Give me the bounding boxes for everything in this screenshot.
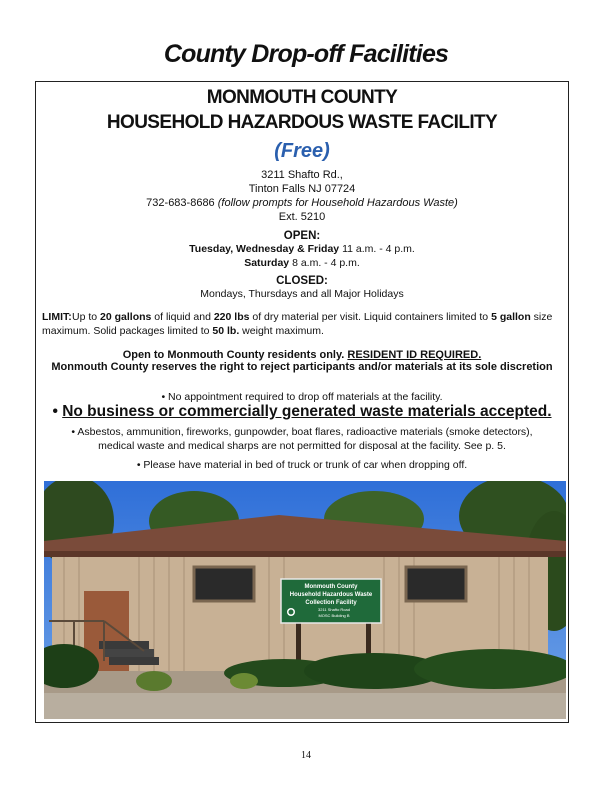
bullet-prohibited-line-1: • Asbestos, ammunition, fireworks, gunpowder, boat flares, radioactive materials (smoke detectors), [71,426,533,438]
sign-line-2: Household Hazardous Waste [289,592,373,598]
facility-photo-image [44,481,566,719]
bullet-prohibited-line-2: medical waste and medical sharps are not permitted for disposal at the facility. See p. 5. [98,440,506,452]
limit-text: Up to [72,311,101,323]
limit-paragraph [42,310,562,338]
open-weekday-hours: 11 a.m. - 4 p.m. [342,243,415,255]
open-weekday-line [35,242,569,256]
phone-note: (follow prompts for Household Hazardous Waste) [217,197,458,209]
sign-line-4: 3211 Shafto Road [318,607,350,612]
sign-line-5: MOSC Building B [318,613,350,618]
residents-notice [35,349,569,373]
bullet-dot: • [52,403,63,420]
open-saturday-hours: 8 a.m. - 4 p.m. [292,257,360,269]
closed-text: Mondays, Thursdays and all Major Holidays [200,288,404,300]
limit-label: LIMIT: [42,311,72,323]
limit-text: of dry material per visit. Liquid containers limited to [249,311,492,323]
residents-line-2: Monmouth County reserves the right to reject participants and/or materials at its sole discretion [51,361,553,373]
limit-package: 50 lb. [212,325,240,337]
page-number: 14 [301,750,311,761]
bullet-prohibited [35,425,569,453]
address-city: Tinton Falls NJ 07724 [248,183,356,195]
limit-text: weight maximum. [239,325,324,337]
residents-only-text: Open to Monmouth County residents only. [122,349,348,361]
open-hours [35,230,569,270]
limit-liquid: 20 gallons [100,311,152,323]
page-title: County Drop-off Facilities [163,40,449,68]
heading-county: MONMOUTH COUNTY [206,87,398,108]
limit-container: 5 gallon [491,311,531,323]
limit-text: size maximum. Solid packages limited to [42,311,553,337]
address-street: 3211 Shafto Rd., [261,169,343,181]
free-label: (Free) [274,140,330,162]
resident-id-required: RESIDENT ID REQUIRED. [347,349,482,361]
open-label: OPEN: [283,230,321,242]
sign-line-1: Monmouth County [304,584,358,590]
sign-line-3: Collection Facility [305,600,357,606]
open-saturday: Saturday [244,257,290,269]
bullet-truck: • Please have material in bed of truck or trunk of car when dropping off. [136,459,468,471]
facility-photo [44,481,566,719]
closed-label: CLOSED: [276,275,328,287]
residents-line-1 [35,349,569,361]
heading-facility: HOUSEHOLD HAZARDOUS WASTE FACILITY [106,112,498,133]
open-saturday-line [35,256,569,270]
limit-dry: 220 lbs [213,311,250,323]
phone-number: 732-683-8686 [146,197,215,209]
limit-text: of liquid and [151,311,214,323]
bullet-no-appointment: • No appointment required to drop off materials at the facility. [161,391,443,403]
closed-days [35,275,569,301]
open-weekdays: Tuesday, Wednesday & Friday [189,243,340,255]
phone-extension: Ext. 5210 [278,211,326,223]
address-block [35,168,569,224]
bullet-no-business-text: No business or commercially generated waste materials accepted. [62,403,552,420]
address-phone-line [35,196,569,210]
bullet-no-business [35,403,569,421]
